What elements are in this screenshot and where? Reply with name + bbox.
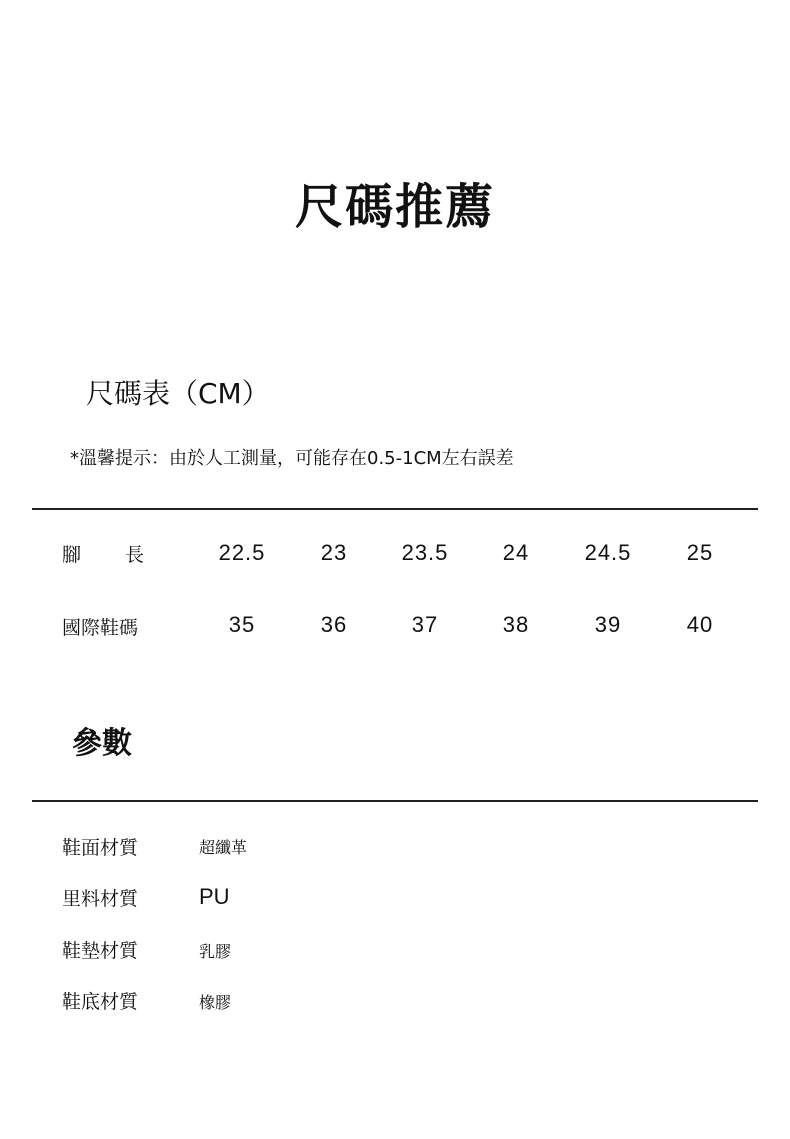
intl-size-cell: 35 — [228, 612, 256, 637]
foot-length-cell: 24.5 — [584, 540, 632, 565]
intl-size-label: 國際鞋碼 — [62, 617, 139, 639]
param-value-outsole: 橡膠 — [199, 993, 232, 1012]
divider-top — [32, 508, 758, 510]
foot-length-cell: 22.5 — [218, 540, 266, 565]
param-label-insole: 鞋墊材質 — [62, 940, 139, 962]
param-value-insole: 乳膠 — [199, 942, 232, 961]
foot-length-cell: 23.5 — [401, 540, 449, 565]
divider-params — [32, 800, 758, 802]
intl-size-cell: 38 — [502, 612, 530, 637]
param-value-lining: PU — [199, 884, 230, 909]
foot-length-label: 腳長 — [62, 544, 189, 566]
param-label-upper: 鞋面材質 — [62, 837, 139, 859]
foot-length-cell: 25 — [686, 540, 714, 565]
intl-size-cell: 40 — [686, 612, 714, 637]
measurement-notice: *溫馨提示：由於人工測量，可能存在0.5-1CM左右誤差 — [70, 448, 514, 469]
page-title: 尺碼推薦 — [294, 179, 495, 235]
intl-size-cell: 39 — [594, 612, 622, 637]
param-label-lining: 里料材質 — [62, 888, 139, 910]
intl-size-cell: 37 — [411, 612, 439, 637]
intl-size-cell: 36 — [320, 612, 348, 637]
params-heading: 參數 — [72, 726, 132, 761]
foot-length-cell: 23 — [320, 540, 348, 565]
foot-length-cell: 24 — [502, 540, 530, 565]
size-table-heading: 尺碼表（CM） — [86, 377, 270, 410]
param-label-outsole: 鞋底材質 — [62, 991, 139, 1013]
param-value-upper: 超纖革 — [199, 838, 248, 857]
